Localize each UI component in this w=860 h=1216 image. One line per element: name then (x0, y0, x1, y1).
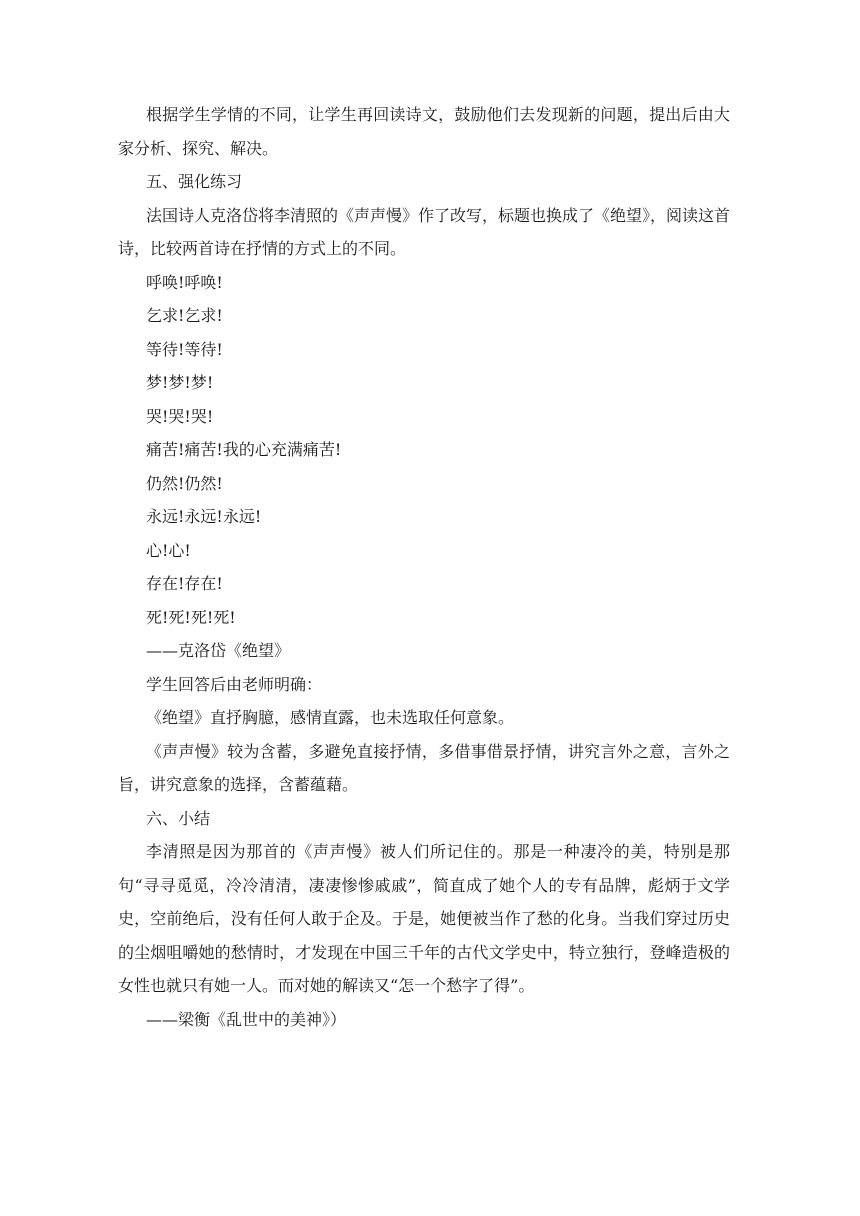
poem-line: 等待!等待! (146, 339, 223, 359)
paragraph-summary: 李清照是因为那首的《声声慢》被人们所记住的。那是一种凄冷的美，特别是那句“寻寻觅觅，冷冷清清，凄凄惨惨戚戚”，简直成了她个人的专有品牌，彪炳于文学史，空前绝后，没有任何人敢于企及。于是，她便被当作了愁的化身。当我们穿过历史的尘烟咀嚼她的愁情时，才发现在中国三千年的古代文学史中，特立独行，登峰造极的女性也就只有她一人。而对她的解读又“怎一个愁字了得”。 (118, 842, 730, 995)
paragraph-review-instruction: 根据学生学情的不同，让学生再回读诗文，鼓励他们去发现新的问题，提出后由大家分析、探究、解决。 (118, 105, 730, 158)
poem-line: 呼唤!呼唤! (146, 272, 223, 292)
poem-line: 痛苦!痛苦!我的心充满痛苦! (146, 440, 342, 459)
poem-line: 心!心! (146, 540, 191, 560)
section-heading-practice: 五、强化练习 (146, 172, 243, 191)
paragraph-despair-analysis: 《绝望》直抒胸臆，感情直露，也未选取任何意象。 (146, 708, 515, 727)
paragraph-practice-intro: 法国诗人克洛岱将李清照的《声声慢》作了改写，标题也换成了《绝望》，阅读这首诗，比较两首诗在抒情的方式上的不同。 (118, 205, 731, 258)
poem-line: 仍然!仍然! (146, 473, 223, 493)
poem-line: 乞求!乞求! (146, 306, 223, 325)
poem-line: 死!死!死!死! (146, 607, 236, 627)
document-body (118, 98, 730, 1036)
poem-line: 永远!永远!永远! (146, 507, 262, 526)
paragraph-shengshengman-analysis: 《声声慢》较为含蓄，多避免直接抒情，多借事借景抒情，讲究言外之意，言外之旨，讲究意象的选择，含蓄蕴藉。 (118, 741, 730, 794)
poem-attribution: ——克洛岱《绝望》 (146, 641, 291, 660)
paragraph-teacher-clarify: 学生回答后由老师明确： (146, 674, 323, 694)
poem-line: 存在!存在! (146, 574, 223, 593)
poem-line: 哭!哭!哭! (146, 406, 214, 426)
section-heading-summary: 六、小结 (146, 808, 211, 828)
poem-line: 梦!梦!梦! (146, 373, 214, 392)
summary-attribution: ——梁衡《乱世中的美神》） (146, 1009, 347, 1029)
